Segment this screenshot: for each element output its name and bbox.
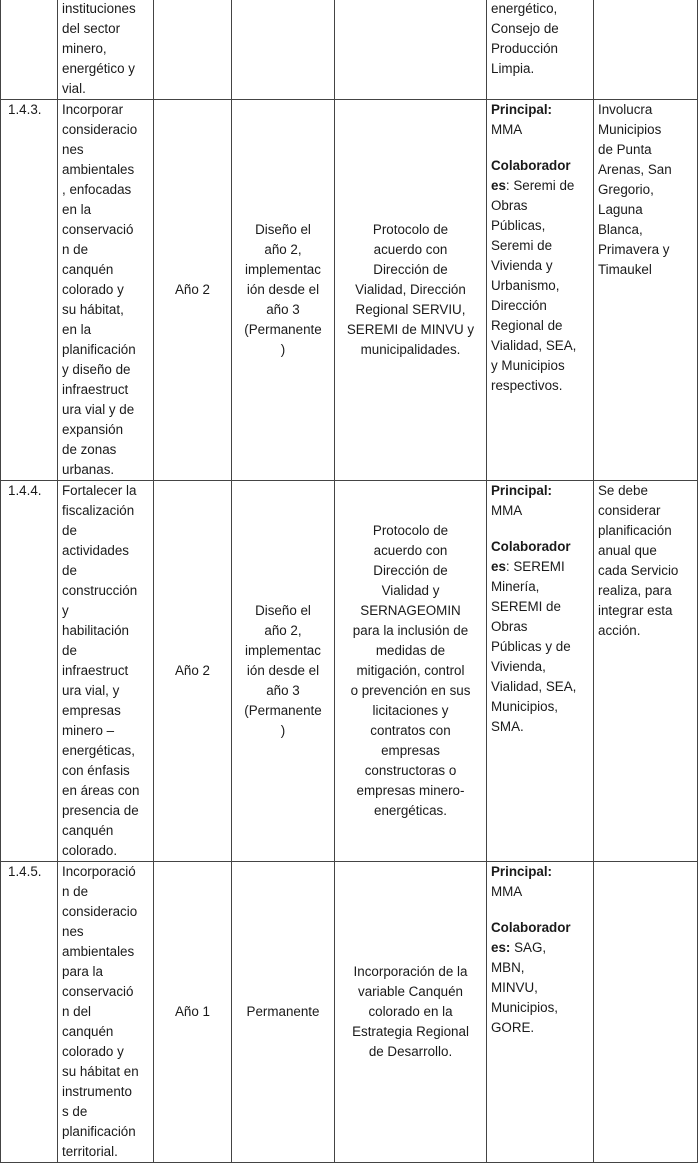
medio-cell: Protocolo de acuerdo con Dirección de Vialidad, Dirección Regional SERVIU, SEREMI de MINVU y municipalidades. bbox=[335, 100, 487, 481]
row-id: 1.4.3. bbox=[1, 100, 58, 481]
colaborador-label: Colaborador es bbox=[491, 158, 571, 193]
observaciones-cell bbox=[594, 0, 698, 100]
observaciones-cell: Se debe considerar planificación anual que cada Servicio realiza, para integrar esta acción. bbox=[594, 481, 698, 862]
duracion-cell: Permanente bbox=[232, 862, 335, 1163]
colaborador-label: Colaborador es: bbox=[491, 920, 571, 955]
principal-value: MMA bbox=[491, 503, 523, 518]
responsables-cell bbox=[487, 481, 594, 862]
table-row bbox=[1, 481, 698, 862]
row-id: 1.4.4. bbox=[1, 481, 58, 862]
colaborador-text: SAG, MBN, MINVU, Municipios, GORE. bbox=[491, 940, 558, 1035]
plazo-cell bbox=[154, 0, 232, 100]
principal-value: MMA bbox=[491, 122, 523, 137]
plazo-cell: Año 1 bbox=[154, 862, 232, 1163]
action-cell: Incorporar consideracio nes ambientales , enfocadas en la conservació n de canquén colorado y su hábitat, en la planificación y diseño de infraestruct ura vial y de expansión de zonas urbanas. bbox=[58, 100, 154, 481]
table-row bbox=[1, 0, 698, 100]
colaborador-text: : SEREMI Minería, SEREMI de Obras Públicas y de Vivienda, Vialidad, SEA, Municipios, SMA. bbox=[491, 559, 577, 734]
action-cell: Incorporació n de consideracio nes ambientales para la conservació n del canquén colorado y su hábitat en instrumento s de planificación territorial. bbox=[58, 862, 154, 1163]
colaborador-label: Colaborador es bbox=[491, 539, 571, 574]
medio-cell: Incorporación de la variable Canquén colorado en la Estrategia Regional de Desarrollo. bbox=[335, 862, 487, 1163]
principal-label: Principal: bbox=[491, 864, 553, 879]
medio-cell: Protocolo de acuerdo con Dirección de Vialidad y SERNAGEOMIN para la inclusión de medidas de mitigación, control o prevención en sus licitaciones y contratos con empresas constructoras o empresas minero- energéticas. bbox=[335, 481, 487, 862]
responsables-cell bbox=[487, 862, 594, 1163]
colaborador-text: : Seremi de Obras Públicas, Seremi de Vivienda y Urbanismo, Dirección Regional de Vialidad, SEA, y Municipios respectivos. bbox=[491, 178, 577, 393]
principal-value: MMA bbox=[491, 884, 523, 899]
duracion-cell: Diseño el año 2, implementac ión desde el año 3 (Permanente ) bbox=[232, 481, 335, 862]
responsables-cell: energético, Consejo de Producción Limpia. bbox=[487, 0, 594, 100]
table-row bbox=[1, 100, 698, 481]
duracion-cell: Diseño el año 2, implementac ión desde el año 3 (Permanente ) bbox=[232, 100, 335, 481]
medio-cell bbox=[335, 0, 487, 100]
principal-label: Principal: bbox=[491, 483, 553, 498]
principal-label: Principal: bbox=[491, 102, 553, 117]
observaciones-cell bbox=[594, 862, 698, 1163]
duracion-cell bbox=[232, 0, 335, 100]
responsables-cell bbox=[487, 100, 594, 481]
table-row bbox=[1, 862, 698, 1163]
row-id bbox=[1, 0, 58, 100]
action-cell: Fortalecer la fiscalización de actividades de construcción y habilitación de infraestruct ura vial, y empresas minero – energéticas, con énfasis en áreas con presencia de canquén colorado. bbox=[58, 481, 154, 862]
row-id: 1.4.5. bbox=[1, 862, 58, 1163]
plazo-cell: Año 2 bbox=[154, 481, 232, 862]
observaciones-cell: Involucra Municipios de Punta Arenas, San Gregorio, Laguna Blanca, Primavera y Timaukel bbox=[594, 100, 698, 481]
action-cell: instituciones del sector minero, energético y vial. bbox=[58, 0, 154, 100]
plazo-cell: Año 2 bbox=[154, 100, 232, 481]
